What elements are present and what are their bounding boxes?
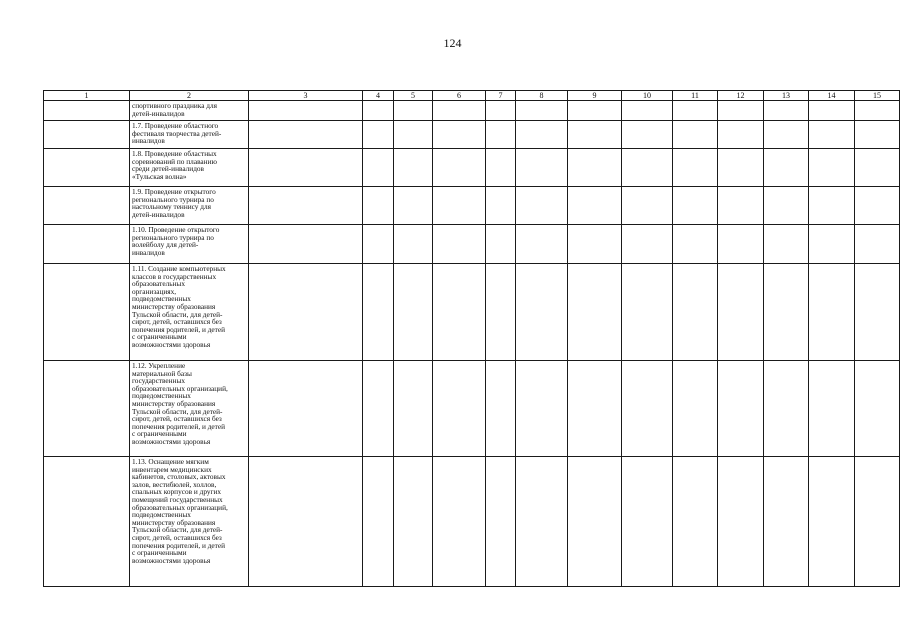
empty-cell <box>855 361 900 457</box>
empty-cell <box>855 457 900 587</box>
empty-cell <box>568 225 622 264</box>
table-row <box>44 121 900 149</box>
row-description: 1.9. Проведение открытого регионального турнира по настольному теннису для детей-инвалидов <box>130 187 249 225</box>
row-description: 1.12. Укрепление материальной базы государственных образовательных организаций, подведомственных министерству образования Тульской области, для детей- сирот, детей, оставшихся без попечения родителей, и детей с ограниченными возможностями здоровья <box>130 361 249 457</box>
empty-cell <box>363 149 394 187</box>
empty-cell <box>718 264 764 361</box>
empty-cell <box>855 187 900 225</box>
empty-cell <box>249 457 363 587</box>
table-row <box>44 149 900 187</box>
empty-cell <box>516 101 568 121</box>
empty-cell <box>486 264 516 361</box>
empty-cell <box>718 457 764 587</box>
empty-cell <box>764 225 809 264</box>
empty-cell <box>516 121 568 149</box>
empty-cell <box>433 361 486 457</box>
empty-cell <box>568 361 622 457</box>
empty-cell <box>718 361 764 457</box>
column-number: 14 <box>809 91 855 101</box>
empty-cell <box>622 187 673 225</box>
column-number: 1 <box>44 91 130 101</box>
empty-cell <box>718 121 764 149</box>
empty-cell <box>809 361 855 457</box>
table-row <box>44 457 900 587</box>
empty-cell <box>249 121 363 149</box>
empty-cell <box>44 101 130 121</box>
column-number: 3 <box>249 91 363 101</box>
empty-cell <box>363 121 394 149</box>
empty-cell <box>486 121 516 149</box>
empty-cell <box>486 457 516 587</box>
empty-cell <box>764 361 809 457</box>
empty-cell <box>433 264 486 361</box>
empty-cell <box>249 149 363 187</box>
empty-cell <box>516 361 568 457</box>
column-number: 2 <box>130 91 249 101</box>
empty-cell <box>433 457 486 587</box>
empty-cell <box>433 225 486 264</box>
empty-cell <box>855 101 900 121</box>
empty-cell <box>568 457 622 587</box>
empty-cell <box>394 225 433 264</box>
empty-cell <box>516 457 568 587</box>
empty-cell <box>44 457 130 587</box>
empty-cell <box>486 101 516 121</box>
column-number: 5 <box>394 91 433 101</box>
empty-cell <box>44 264 130 361</box>
column-number: 4 <box>363 91 394 101</box>
empty-cell <box>855 225 900 264</box>
empty-cell <box>394 149 433 187</box>
empty-cell <box>855 121 900 149</box>
column-number: 12 <box>718 91 764 101</box>
row-description: 1.11. Создание компьютерных классов в государственных образовательных организациях, подведомственных министерству образования Тульской области, для детей- сирот, детей, оставшихся без попечения родителей, и детей с ограниченными возможностями здоровья <box>130 264 249 361</box>
empty-cell <box>486 187 516 225</box>
empty-cell <box>764 457 809 587</box>
empty-cell <box>44 361 130 457</box>
empty-cell <box>363 361 394 457</box>
empty-cell <box>433 187 486 225</box>
empty-cell <box>718 149 764 187</box>
empty-cell <box>764 121 809 149</box>
empty-cell <box>718 101 764 121</box>
column-number: 9 <box>568 91 622 101</box>
empty-cell <box>673 187 718 225</box>
empty-cell <box>568 187 622 225</box>
column-number: 11 <box>673 91 718 101</box>
empty-cell <box>486 225 516 264</box>
column-number: 7 <box>486 91 516 101</box>
empty-cell <box>433 149 486 187</box>
empty-cell <box>855 264 900 361</box>
empty-cell <box>673 457 718 587</box>
empty-cell <box>394 121 433 149</box>
empty-cell <box>516 187 568 225</box>
empty-cell <box>44 121 130 149</box>
empty-cell <box>516 264 568 361</box>
empty-cell <box>673 361 718 457</box>
empty-cell <box>394 457 433 587</box>
empty-cell <box>363 457 394 587</box>
empty-cell <box>764 101 809 121</box>
row-description: 1.10. Проведение открытого регионального турнира по волейболу для детей- инвалидов <box>130 225 249 264</box>
column-number: 6 <box>433 91 486 101</box>
empty-cell <box>363 187 394 225</box>
column-number: 15 <box>855 91 900 101</box>
table-row <box>44 101 900 121</box>
empty-cell <box>809 457 855 587</box>
empty-cell <box>486 149 516 187</box>
empty-cell <box>855 149 900 187</box>
header-row <box>44 91 900 101</box>
empty-cell <box>516 225 568 264</box>
empty-cell <box>673 264 718 361</box>
empty-cell <box>809 187 855 225</box>
empty-cell <box>394 187 433 225</box>
row-description: 1.7. Проведение областного фестиваля творчества детей- инвалидов <box>130 121 249 149</box>
column-number: 8 <box>516 91 568 101</box>
empty-cell <box>809 101 855 121</box>
empty-cell <box>249 264 363 361</box>
row-description: спортивного праздника для детей-инвалидов <box>130 101 249 121</box>
empty-cell <box>718 187 764 225</box>
empty-cell <box>622 149 673 187</box>
empty-cell <box>622 121 673 149</box>
empty-cell <box>568 101 622 121</box>
empty-cell <box>673 225 718 264</box>
empty-cell <box>673 101 718 121</box>
empty-cell <box>363 225 394 264</box>
empty-cell <box>622 457 673 587</box>
empty-cell <box>568 264 622 361</box>
empty-cell <box>568 121 622 149</box>
empty-cell <box>622 101 673 121</box>
empty-cell <box>622 225 673 264</box>
empty-cell <box>363 264 394 361</box>
empty-cell <box>568 149 622 187</box>
empty-cell <box>764 264 809 361</box>
empty-cell <box>249 187 363 225</box>
empty-cell <box>44 149 130 187</box>
data-table <box>43 90 900 587</box>
empty-cell <box>673 121 718 149</box>
column-number: 13 <box>764 91 809 101</box>
empty-cell <box>249 361 363 457</box>
empty-cell <box>363 101 394 121</box>
empty-cell <box>249 101 363 121</box>
empty-cell <box>433 121 486 149</box>
column-number: 10 <box>622 91 673 101</box>
empty-cell <box>44 187 130 225</box>
empty-cell <box>249 225 363 264</box>
empty-cell <box>622 361 673 457</box>
empty-cell <box>673 149 718 187</box>
empty-cell <box>394 101 433 121</box>
empty-cell <box>809 264 855 361</box>
empty-cell <box>809 121 855 149</box>
empty-cell <box>44 225 130 264</box>
table-row <box>44 361 900 457</box>
empty-cell <box>764 187 809 225</box>
empty-cell <box>764 149 809 187</box>
empty-cell <box>622 264 673 361</box>
empty-cell <box>516 149 568 187</box>
empty-cell <box>394 361 433 457</box>
empty-cell <box>809 149 855 187</box>
page-number: 124 <box>443 36 462 50</box>
table-row <box>44 225 900 264</box>
empty-cell <box>718 225 764 264</box>
row-description: 1.13. Оснащение мягким инвентарем медицинских кабинетов, столовых, актовых залов, вестибюлей, холлов, спальных корпусов и других помещений государственных образовательных организаций, подведомственных министерству образования Тульской области, для детей- сирот, детей, оставшихся без попечения родителей, и детей с ограниченными возможностями здоровья <box>130 457 249 587</box>
row-description: 1.8. Проведение областных соревнований по плаванию среди детей-инвалидов «Тульская волна» <box>130 149 249 187</box>
empty-cell <box>394 264 433 361</box>
empty-cell <box>809 225 855 264</box>
empty-cell <box>433 101 486 121</box>
table-row <box>44 264 900 361</box>
empty-cell <box>486 361 516 457</box>
table-row <box>44 187 900 225</box>
